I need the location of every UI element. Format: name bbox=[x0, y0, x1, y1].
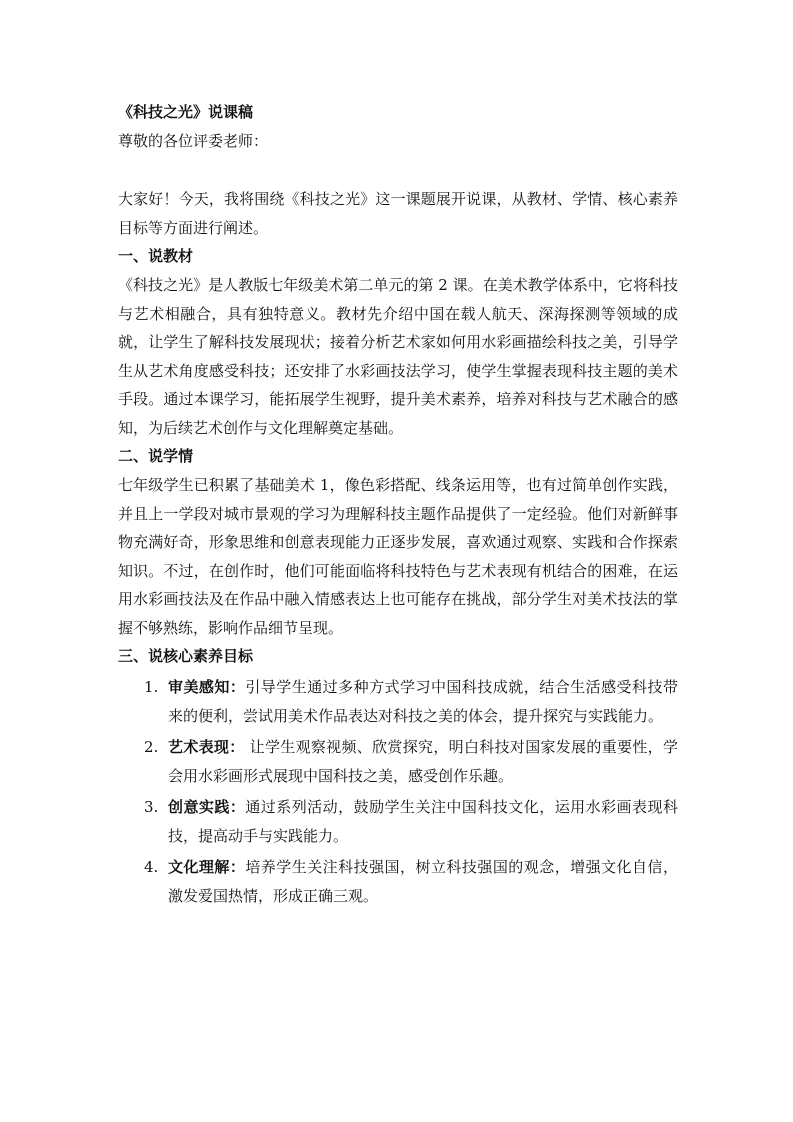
objective-separator: ： bbox=[229, 738, 245, 756]
objective-separator: ： bbox=[229, 678, 246, 696]
objective-text: 引导学生通过多种方式学习中国科技成就，结合生活感受科技带来的便利，尝试用美术作品表达对科技之美的体会，提升探究与实践能力。 bbox=[168, 678, 678, 725]
objectives-list bbox=[118, 673, 678, 910]
section-heading-students: 二、说学情 bbox=[118, 447, 194, 465]
objective-term: 审美感知 bbox=[168, 678, 230, 696]
intro-paragraph: 大家好！今天，我将围绕《科技之光》这一课题展开说课，从教材、学情、核心素养目标等方面进行阐述。 bbox=[118, 190, 678, 237]
objective-separator: ： bbox=[229, 858, 246, 876]
objective-text: 培养学生关注科技强国，树立科技强国的观念，增强文化自信，激发爱国热情，形成正确三观。 bbox=[168, 858, 678, 905]
students-paragraph: 七年级学生已积累了基础美术 1，像色彩搭配、线条运用等，也有过简单创作实践，并且上一学段对城市景观的学习为理解科技主题作品提供了一定经验。他们对新鲜事物充满好奇，形象思维和创意表现能力正逐步发展，喜欢通过观察、实践和合作探索知识。不过，在创作时，他们可能面临将科技特色与艺术表现有机结合的困难，在运用水彩画技法及在作品中融入情感表达上也可能存在挑战，部分学生对美术技法的掌握不够熟练，影响作品细节呈现。 bbox=[118, 476, 678, 637]
objective-separator: ： bbox=[229, 798, 246, 816]
list-item bbox=[118, 733, 678, 790]
list-item bbox=[118, 793, 678, 850]
list-number: 4. bbox=[144, 858, 159, 876]
objective-term: 艺术表现 bbox=[168, 738, 230, 756]
section-heading-textbook: 一、说教材 bbox=[118, 247, 194, 265]
document-body bbox=[118, 98, 678, 913]
list-number: 1. bbox=[144, 678, 159, 696]
list-item bbox=[118, 853, 678, 910]
objective-text: 让学生观察视频、欣赏探究，明白科技对国家发展的重要性，学会用水彩画形式展现中国科技之美，感受创作乐趣。 bbox=[168, 738, 678, 785]
blank-line bbox=[118, 156, 678, 185]
objective-term: 创意实践 bbox=[168, 798, 230, 816]
objective-term: 文化理解 bbox=[168, 858, 230, 876]
salutation: 尊敬的各位评委老师： bbox=[118, 132, 269, 150]
list-item bbox=[118, 673, 678, 730]
textbook-paragraph: 《科技之光》是人教版七年级美术第二单元的第 2 课。在美术教学体系中，它将科技与艺术相融合，具有独特意义。教材先介绍中国在载人航天、深海探测等领域的成就，让学生了解科技发展现状；接着分析艺术家如何用水彩画描绘科技之美，引导学生从艺术角度感受科技；还安排了水彩画技法学习，使学生掌握表现科技主题的美术手段。通过本课学习，能拓展学生视野，提升美术素养，培养对科技与艺术融合的感知，为后续艺术创作与文化理解奠定基础。 bbox=[118, 276, 678, 437]
objective-text: 通过系列活动，鼓励学生关注中国科技文化，运用水彩画表现科技，提高动手与实践能力。 bbox=[168, 798, 678, 845]
list-number: 2. bbox=[144, 738, 159, 756]
section-heading-objectives: 三、说核心素养目标 bbox=[118, 647, 254, 665]
list-number: 3. bbox=[144, 798, 159, 816]
document-title: 《科技之光》说课稿 bbox=[118, 103, 254, 121]
